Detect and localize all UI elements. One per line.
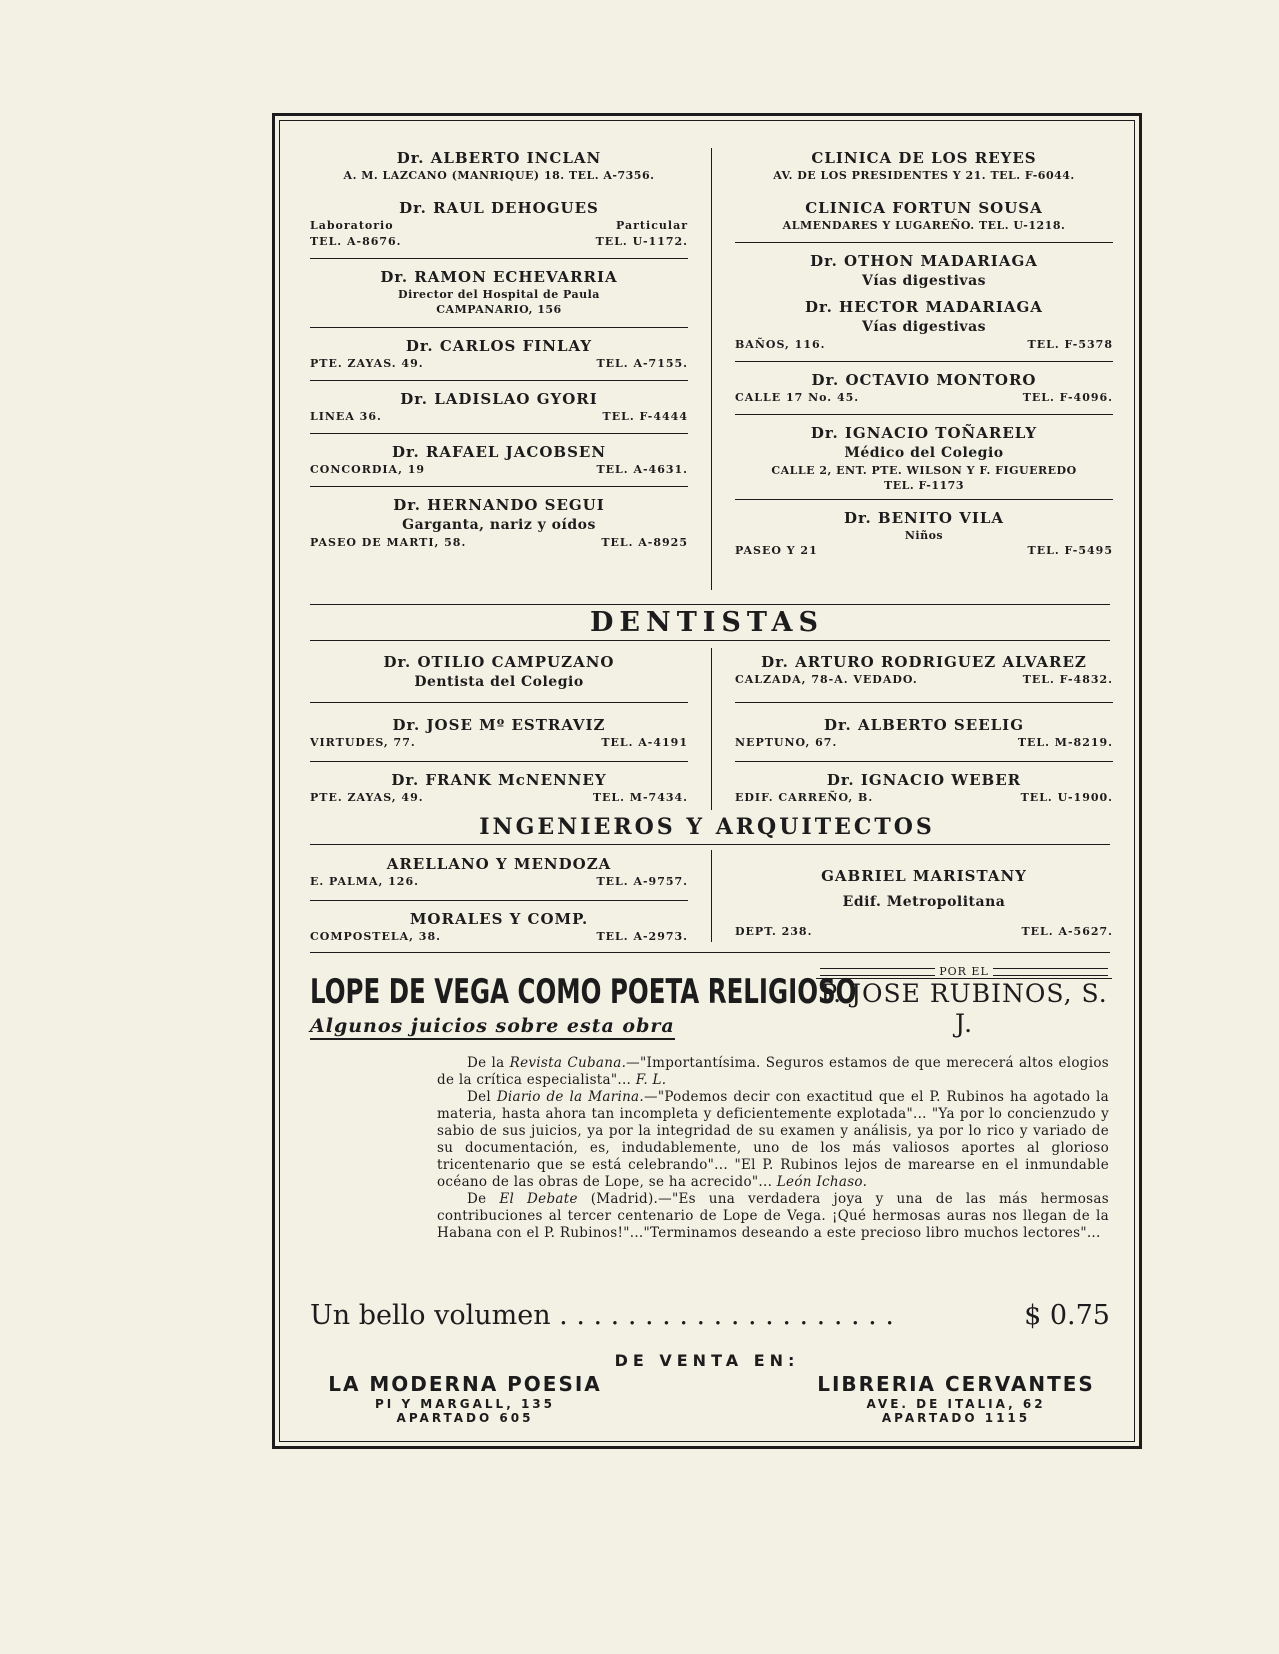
listing-left: PASEO Y 21 — [735, 544, 818, 557]
column-divider — [711, 850, 712, 942]
store-address: PI Y MARGALL, 135 — [375, 1397, 555, 1411]
listing-role: Director del Hospital de Paula — [398, 288, 600, 301]
listing-left: TEL. A-8676. — [310, 235, 402, 248]
listing-address: CAMPANARIO, 156 — [436, 303, 562, 316]
listing — [735, 297, 1113, 361]
store-po-box: APARTADO 1115 — [881, 1411, 1031, 1425]
listing-name: MORALES Y COMP. — [409, 910, 589, 928]
store-name: LIBRERIA CERVANTES — [817, 1372, 1095, 1396]
listing-name: Dr. HECTOR MADARIAGA — [805, 298, 1043, 316]
listing-name: Dr. FRANK McNENNEY — [391, 771, 607, 789]
review-source: Revista Cubana. — [509, 1055, 627, 1071]
listing-name: Dr. OTHON MADARIAGA — [810, 252, 1038, 270]
store-address: AVE. DE ITALIA, 62 — [866, 1397, 1046, 1411]
store-moderna-poesia — [310, 1371, 620, 1425]
listing-name: Dr. ARTURO RODRIGUEZ ALVAREZ — [761, 653, 1087, 671]
divider — [310, 433, 688, 434]
store-po-box: APARTADO 605 — [396, 1411, 534, 1425]
listing-right: TEL. M-8219. — [1017, 736, 1113, 749]
listing-left: CONCORDIA, 19 — [310, 463, 426, 476]
sale-heading: DE VENTA EN: — [614, 1351, 800, 1370]
divider — [735, 242, 1113, 243]
listing — [735, 198, 1113, 242]
listing-left: E. PALMA, 126. — [310, 875, 419, 888]
divider — [735, 499, 1113, 500]
divider — [310, 900, 688, 901]
listing — [310, 909, 688, 945]
divider — [310, 702, 688, 703]
listing-left: CALLE 17 No. 45. — [735, 391, 860, 404]
listing-name: Dr. HERNANDO SEGUI — [393, 496, 605, 514]
section-rule — [310, 604, 1110, 605]
listing-specialty: Niños — [904, 529, 944, 542]
review-paragraph: Del Diario de la Marina.—"Podemos decir con exactitud que el P. Rubinos ha agotado la materia, hasta ahora tan incompleta y deficientemente explotada"... "Ya por lo concienzudo y sabio de sus juicios, ya por la integridad de su examen y análisis, ya por lo rico y variado de su documentación, es, indudablemente, uno de los más valiosos aportes al glorioso tricentenario que se está celebrando"... "El P. Rubinos lejos de marearse en el inmundable océano de las obras de Lope, se ha acrecido"... León Ichaso. — [437, 1089, 1110, 1190]
listing-name: Dr. RAMON ECHEVARRIA — [380, 268, 618, 286]
listing — [310, 148, 688, 198]
listing — [310, 442, 688, 486]
listing — [735, 866, 1113, 940]
listing-right: TEL. A-9757. — [596, 875, 688, 888]
listing-specialty: Médico del Colegio — [844, 445, 1004, 461]
listing-left: COMPOSTELA, 38. — [310, 930, 441, 943]
listing-specialty: Vías digestivas — [861, 273, 987, 289]
divider — [310, 380, 688, 381]
listing-right: TEL. F-4444 — [602, 410, 688, 423]
review-source: Diario de la Marina. — [496, 1089, 645, 1105]
listing-right: TEL. A-4631. — [596, 463, 688, 476]
divider — [735, 361, 1113, 362]
listing-name: Dr. RAUL DEHOGUES — [399, 199, 599, 217]
listing — [735, 715, 1113, 761]
listing-right: TEL. F-4832. — [1022, 673, 1113, 686]
listing-left: CALZADA, 78-A. VEDADO. — [735, 673, 918, 686]
review-signature: F. L. — [635, 1072, 667, 1088]
listing-phone: TEL. F-1173 — [884, 479, 964, 492]
listing-name: CLINICA DE LOS REYES — [811, 149, 1037, 167]
divider — [310, 327, 688, 328]
dentistas-left-column — [310, 652, 688, 806]
listing-right: TEL. A-5627. — [1021, 925, 1113, 938]
listing — [310, 336, 688, 380]
listing-left: LINEA 36. — [310, 410, 382, 423]
divider — [310, 486, 688, 487]
review-source: El Debate — [499, 1191, 578, 1207]
listing-address: ALMENDARES Y LUGAREÑO. TEL. U-1218. — [782, 219, 1066, 232]
listing-name: CLINICA FORTUN SOUSA — [805, 199, 1043, 217]
reviews-text — [437, 1055, 1109, 1242]
ingenieros-right-column — [735, 866, 1113, 940]
listing-left: DEPT. 238. — [735, 925, 813, 938]
listing-name: Dr. OCTAVIO MONTORO — [811, 371, 1037, 389]
review-paragraph: De la Revista Cubana.—"Importantísima. Seguros estamos de que merecerá altos elogios de la crítica especialista"... F. L. — [437, 1055, 1109, 1088]
listing — [735, 652, 1113, 702]
listing-address: A. M. LAZCANO (MANRIQUE) 18. TEL. A-7356. — [343, 169, 655, 182]
column-divider — [711, 648, 712, 810]
listing-name: Dr. RAFAEL JACOBSEN — [391, 443, 607, 461]
listing-left: Laboratorio — [310, 219, 394, 232]
price-value: $ 0.75 — [1024, 1300, 1110, 1331]
section-rule — [310, 952, 1110, 953]
author-block — [816, 965, 1112, 1039]
listing-address: CALLE 2, ENT. PTE. WILSON Y F. FIGUEREDO — [771, 464, 1077, 477]
listing-specialty: Edif. Metropolitana — [842, 894, 1006, 910]
section-rule — [310, 640, 1110, 641]
section-rule — [310, 844, 1110, 845]
section-title-dentistas: DENTISTAS — [590, 607, 824, 638]
medicos-left-column — [310, 148, 688, 551]
listing-left: PASEO DE MARTI, 58. — [310, 536, 467, 549]
listing — [310, 198, 688, 258]
divider — [735, 702, 1113, 703]
listing-right: TEL. A-4191 — [601, 736, 688, 749]
review-paragraph: De El Debate (Madrid).—"Es una verdadera joya y una de las más hermosas contribuciones al tercer centenario de Lope de Vega. ¡Qué hermosas auras nos llegan de la Habana con el P. Rubinos!"..."Terminamos deseando a este precioso libro muchos lectores"... — [437, 1191, 1109, 1241]
listing — [735, 423, 1113, 499]
review-signature: León Ichaso. — [776, 1174, 868, 1190]
book-title: LOPE DE VEGA COMO POETA RELIGIOSO — [310, 972, 857, 1012]
listing-name: Dr. LADISLAO GYORI — [400, 390, 598, 408]
listing-right: TEL. M-7434. — [592, 791, 688, 804]
listing-right: Particular — [616, 219, 688, 232]
price-line — [310, 1300, 1110, 1331]
listing-left: PTE. ZAYAS. 49. — [310, 357, 424, 370]
listing-right: TEL. A-2973. — [596, 930, 688, 943]
listing-left: EDIF. CARREÑO, B. — [735, 791, 874, 804]
listing-left: NEPTUNO, 67. — [735, 736, 838, 749]
listing-name: Dr. IGNACIO WEBER — [826, 771, 1022, 789]
listing-right: TEL. U-1900. — [1020, 791, 1113, 804]
listing-name: GABRIEL MARISTANY — [821, 867, 1027, 885]
medicos-right-column — [735, 148, 1113, 559]
listing-left: PTE. ZAYAS, 49. — [310, 791, 424, 804]
store-cervantes — [800, 1371, 1112, 1425]
listing-specialty: Garganta, nariz y oídos — [402, 517, 596, 533]
listing-right: TEL. A-8925 — [601, 536, 688, 549]
listing-right: TEL. F-5495 — [1027, 544, 1113, 557]
listing — [310, 389, 688, 433]
listing-address: AV. DE LOS PRESIDENTES Y 21. TEL. F-6044. — [773, 169, 1075, 182]
listing-name: Dr. OTILIO CAMPUZANO — [383, 653, 615, 671]
listing-left: BAÑOS, 116. — [735, 338, 826, 351]
listing — [735, 251, 1113, 297]
listing-name: Dr. CARLOS FINLAY — [405, 337, 593, 355]
por-label: POR EL — [939, 965, 989, 978]
ingenieros-left-column — [310, 854, 688, 945]
listing — [310, 854, 688, 900]
listing — [310, 267, 688, 327]
listing — [735, 370, 1113, 414]
section-title-ingenieros: INGENIEROS Y ARQUITECTOS — [479, 814, 935, 840]
author-name: P. JOSE RUBINOS, S. J. — [816, 978, 1112, 1039]
listing-name: Dr. IGNACIO TOÑARELY — [810, 424, 1038, 442]
divider — [735, 414, 1113, 415]
listing-name: Dr. ALBERTO SEELIG — [824, 716, 1024, 734]
listing — [310, 495, 688, 551]
listing-right: TEL. U-1172. — [595, 235, 688, 248]
listing-name: Dr. ALBERTO INCLAN — [396, 149, 602, 167]
listing — [735, 770, 1113, 806]
divider — [310, 761, 688, 762]
price-label: Un bello volumen . . . . . . . . . . . . . . . . . . . . — [310, 1300, 894, 1331]
column-divider — [711, 148, 712, 590]
listing — [310, 770, 688, 806]
listing-name: Dr. JOSE Mº ESTRAVIZ — [392, 716, 606, 734]
listing-right: TEL. F-4096. — [1022, 391, 1113, 404]
listing-right: TEL. A-7155. — [596, 357, 688, 370]
listing — [310, 652, 688, 702]
store-name: LA MODERNA POESIA — [328, 1372, 602, 1396]
dentistas-right-column — [735, 652, 1113, 806]
listing-name: Dr. BENITO VILA — [843, 509, 1005, 527]
listing — [735, 148, 1113, 198]
listing-left: VIRTUDES, 77. — [310, 736, 416, 749]
listing — [735, 508, 1113, 559]
listing-name: ARELLANO Y MENDOZA — [386, 855, 612, 873]
divider — [735, 761, 1113, 762]
listing — [310, 715, 688, 761]
listing-right: TEL. F-5378 — [1027, 338, 1113, 351]
listing-specialty: Vías digestivas — [861, 319, 987, 335]
divider — [310, 258, 688, 259]
reviews-heading: Algunos juicios sobre esta obra — [310, 1014, 675, 1040]
listing-specialty: Dentista del Colegio — [414, 674, 584, 690]
